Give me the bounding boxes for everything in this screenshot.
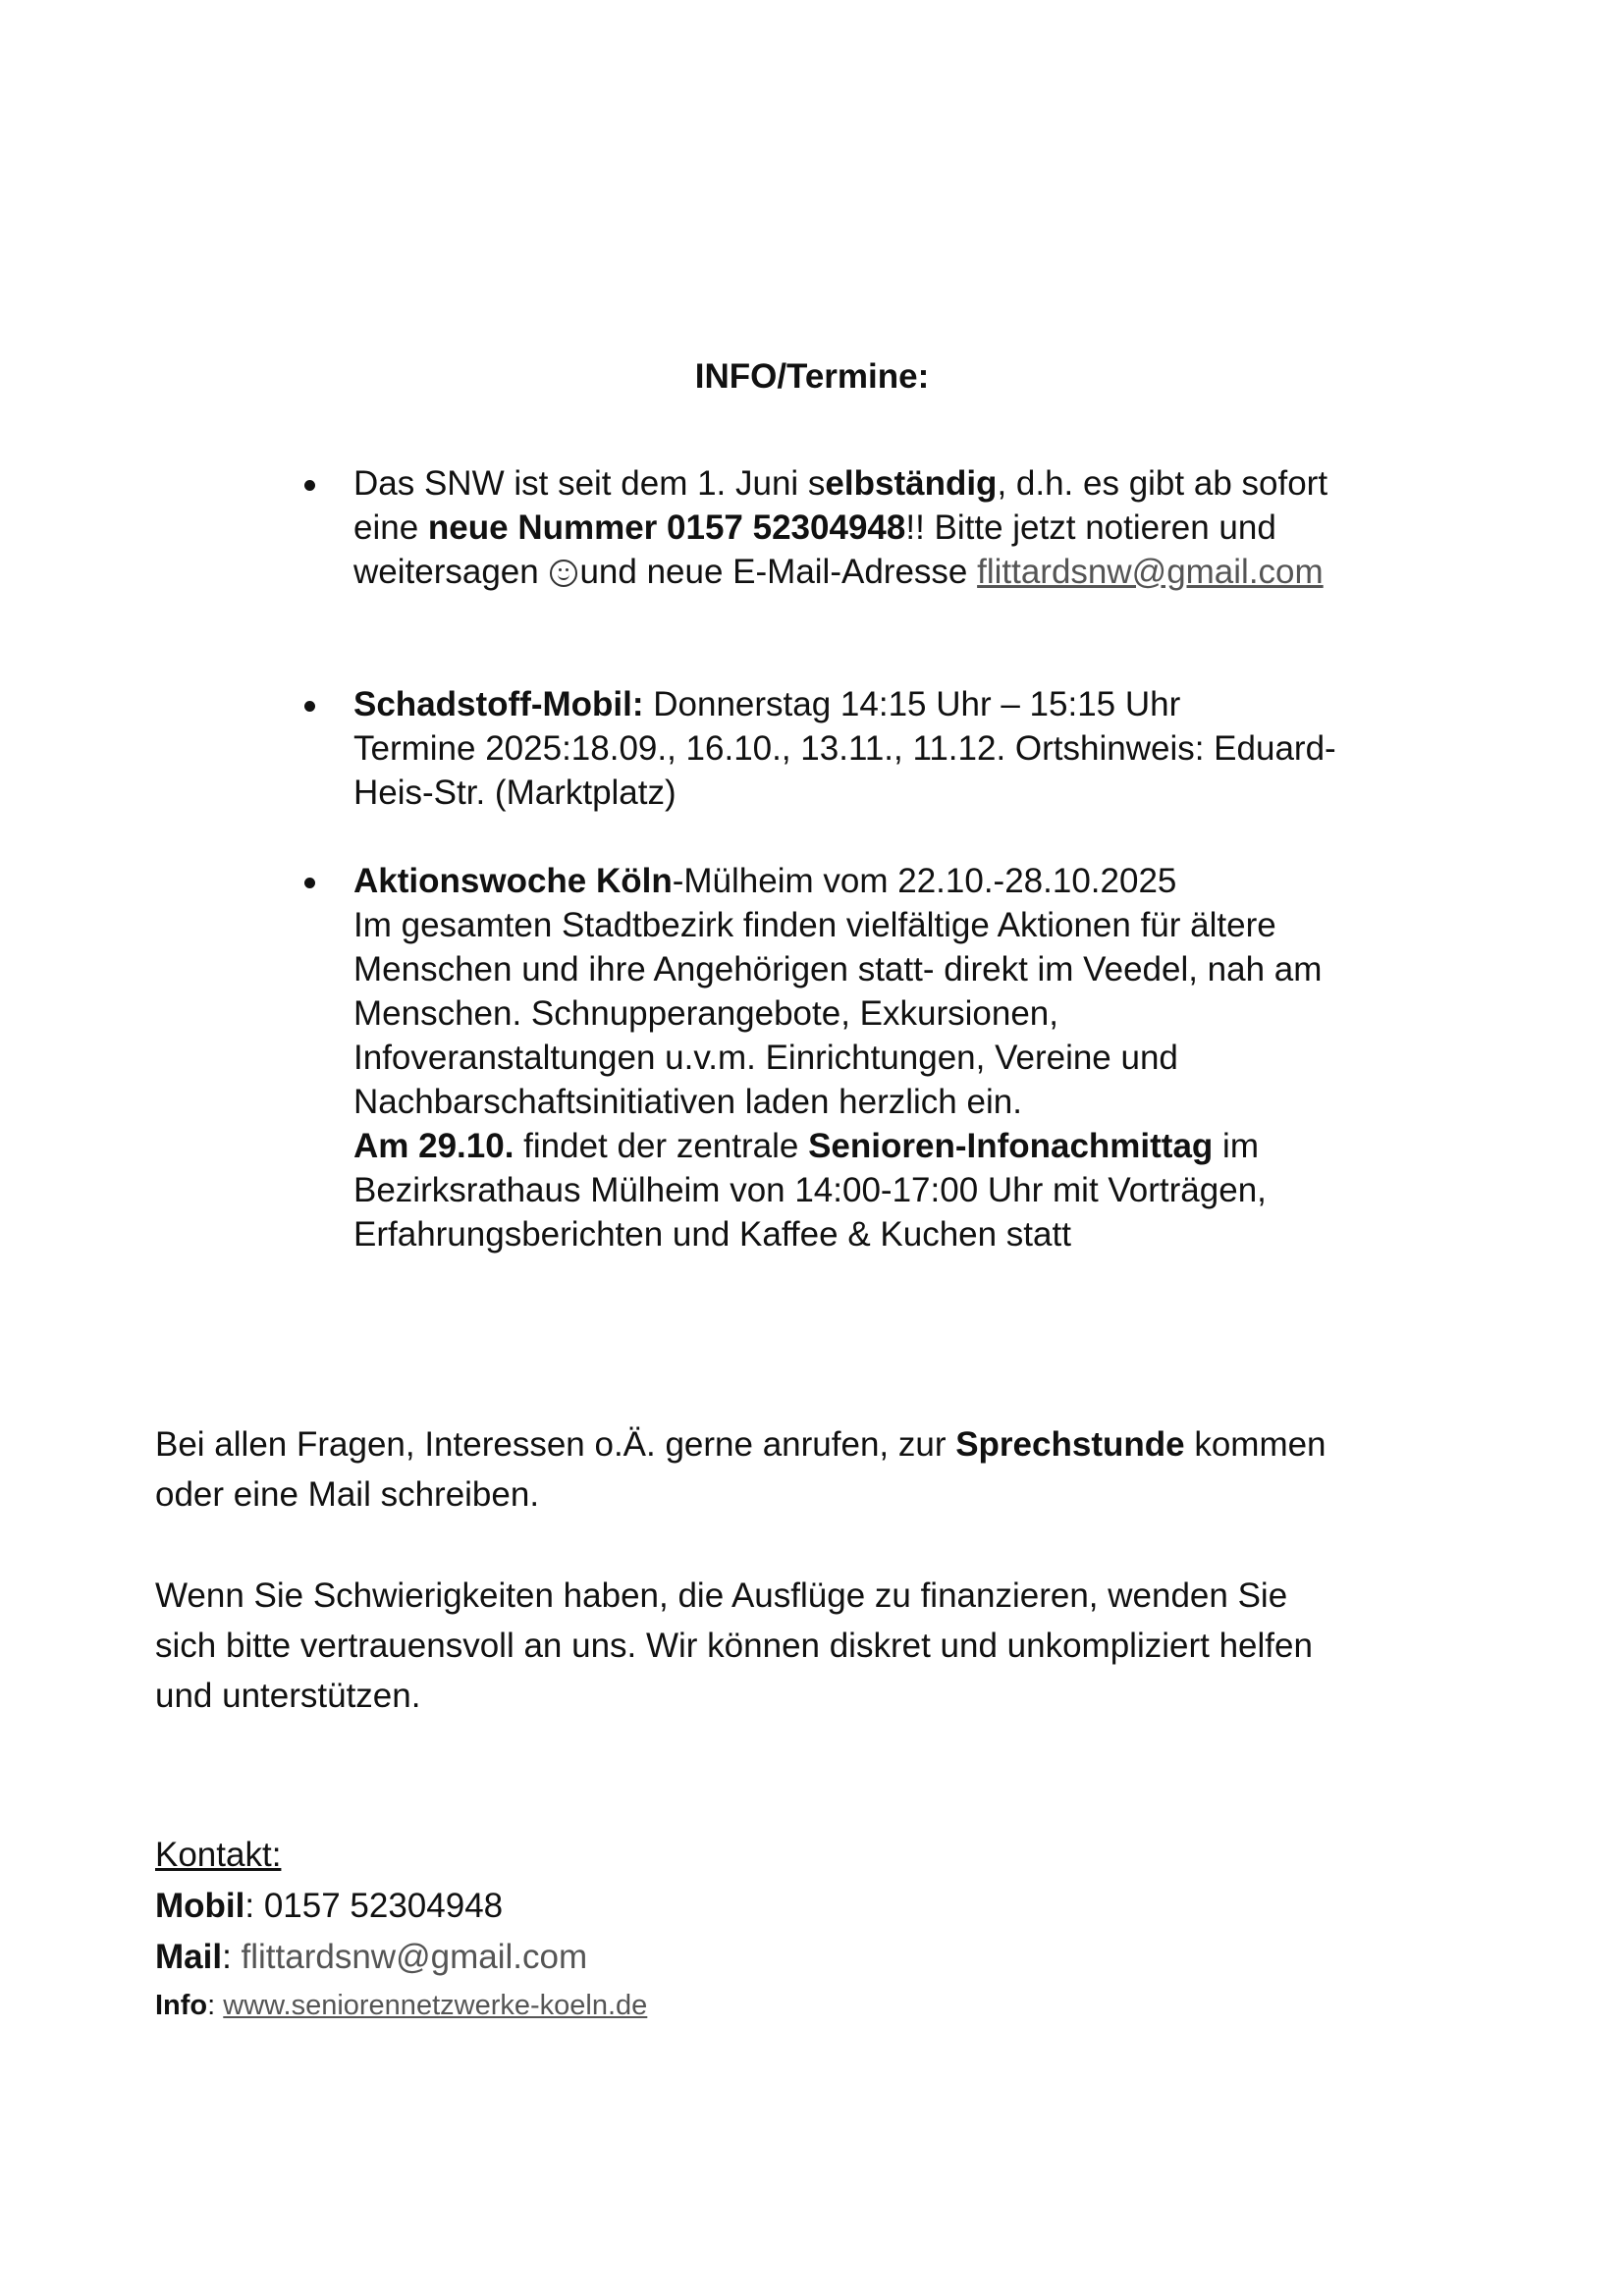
text-line: Termine 2025:18.09., 16.10., 13.11., 11.12. Ortshinweis: Eduard- xyxy=(353,729,1336,768)
contact-info: Info: www.seniorennetzwerke-koeln.de xyxy=(155,1990,648,2021)
text-line: Nachbarschaftsinitiativen laden herzlich ein. xyxy=(353,1083,1022,1121)
smiley-face-icon xyxy=(550,560,577,587)
bold-text: Schadstoff-Mobil: xyxy=(353,685,644,723)
contact-heading: Kontakt: xyxy=(155,1836,282,1874)
financing-paragraph xyxy=(155,1571,1530,1721)
list-item-aktionswoche xyxy=(300,859,1479,1256)
page-title: INFO/Termine: xyxy=(694,357,930,396)
website-link[interactable]: www.seniorennetzwerke-koeln.de xyxy=(223,1990,648,2021)
email-link[interactable]: flittardsnw@gmail.com xyxy=(977,553,1324,591)
info-list xyxy=(300,461,1479,1256)
text-line: sich bitte vertrauensvoll an uns. Wir können diskret und unkompliziert helfen xyxy=(155,1627,1313,1665)
contact-block xyxy=(155,1830,647,2028)
text-line: Im gesamten Stadtbezirk finden vielfältige Aktionen für ältere xyxy=(353,906,1276,944)
new-number-bold: neue Nummer 0157 52304948 xyxy=(427,508,906,547)
bold-text: Aktionswoche Köln xyxy=(353,862,673,900)
text-line: Am 29.10. findet der zentrale Senioren-Infonachmittag im xyxy=(353,1127,1259,1165)
list-item-new-number xyxy=(300,461,1479,594)
bold-text: Am 29.10. xyxy=(353,1127,514,1165)
text-line: Menschen. Schnupperangebote, Exkursionen, xyxy=(353,994,1058,1033)
text-line: Aktionswoche Köln-Mülheim vom 22.10.-28.10.2025 xyxy=(353,862,1177,900)
mobile-label: Mobil xyxy=(155,1887,245,1925)
bold-text: Senioren-Infonachmittag xyxy=(808,1127,1214,1165)
bold-text: Sprechstunde xyxy=(955,1425,1185,1464)
text-line: Wenn Sie Schwierigkeiten haben, die Ausflüge zu finanzieren, wenden Sie xyxy=(155,1576,1288,1615)
text-line: Bei allen Fragen, Interessen o.Ä. gerne anrufen, zur Sprechstunde kommen xyxy=(155,1425,1326,1464)
text-line: Bezirksrathaus Mülheim von 14:00-17:00 Uhr mit Vorträgen, xyxy=(353,1171,1267,1209)
text-line: Erfahrungsberichten und Kaffee & Kuchen statt xyxy=(353,1215,1071,1254)
text-line: weitersagen und neue E-Mail-Adresse flittardsnw@gmail.com xyxy=(353,553,1324,591)
text-line: Schadstoff-Mobil: Donnerstag 14:15 Uhr – 15:15 Uhr xyxy=(353,685,1181,723)
text-line: Menschen und ihre Angehörigen statt- direkt im Veedel, nah am xyxy=(353,950,1323,988)
contact-mail: Mail: flittardsnw@gmail.com xyxy=(155,1938,588,1976)
mail-value: flittardsnw@gmail.com xyxy=(241,1938,588,1976)
text-line: Das SNW ist seit dem 1. Juni selbständig, d.h. es gibt ab sofort xyxy=(353,464,1328,503)
text-line: Infoveranstaltungen u.v.m. Einrichtungen, Vereine und xyxy=(353,1039,1178,1077)
contact-mobile xyxy=(155,1881,647,1932)
bold-text: elbständig xyxy=(825,464,998,503)
text-line: eine neue Nummer 0157 52304948!! Bitte jetzt notieren und xyxy=(353,508,1276,547)
mobile-value: : 0157 52304948 xyxy=(244,1887,504,1925)
text-line: Heis-Str. (Marktplatz) xyxy=(353,774,677,812)
list-item-schadstoff-mobil xyxy=(300,682,1479,815)
questions-paragraph xyxy=(155,1419,1530,1520)
text-line: und unterstützen. xyxy=(155,1677,421,1715)
info-label: Info xyxy=(155,1990,208,2021)
mail-label: Mail xyxy=(155,1938,223,1976)
text-line: oder eine Mail schreiben. xyxy=(155,1475,540,1514)
